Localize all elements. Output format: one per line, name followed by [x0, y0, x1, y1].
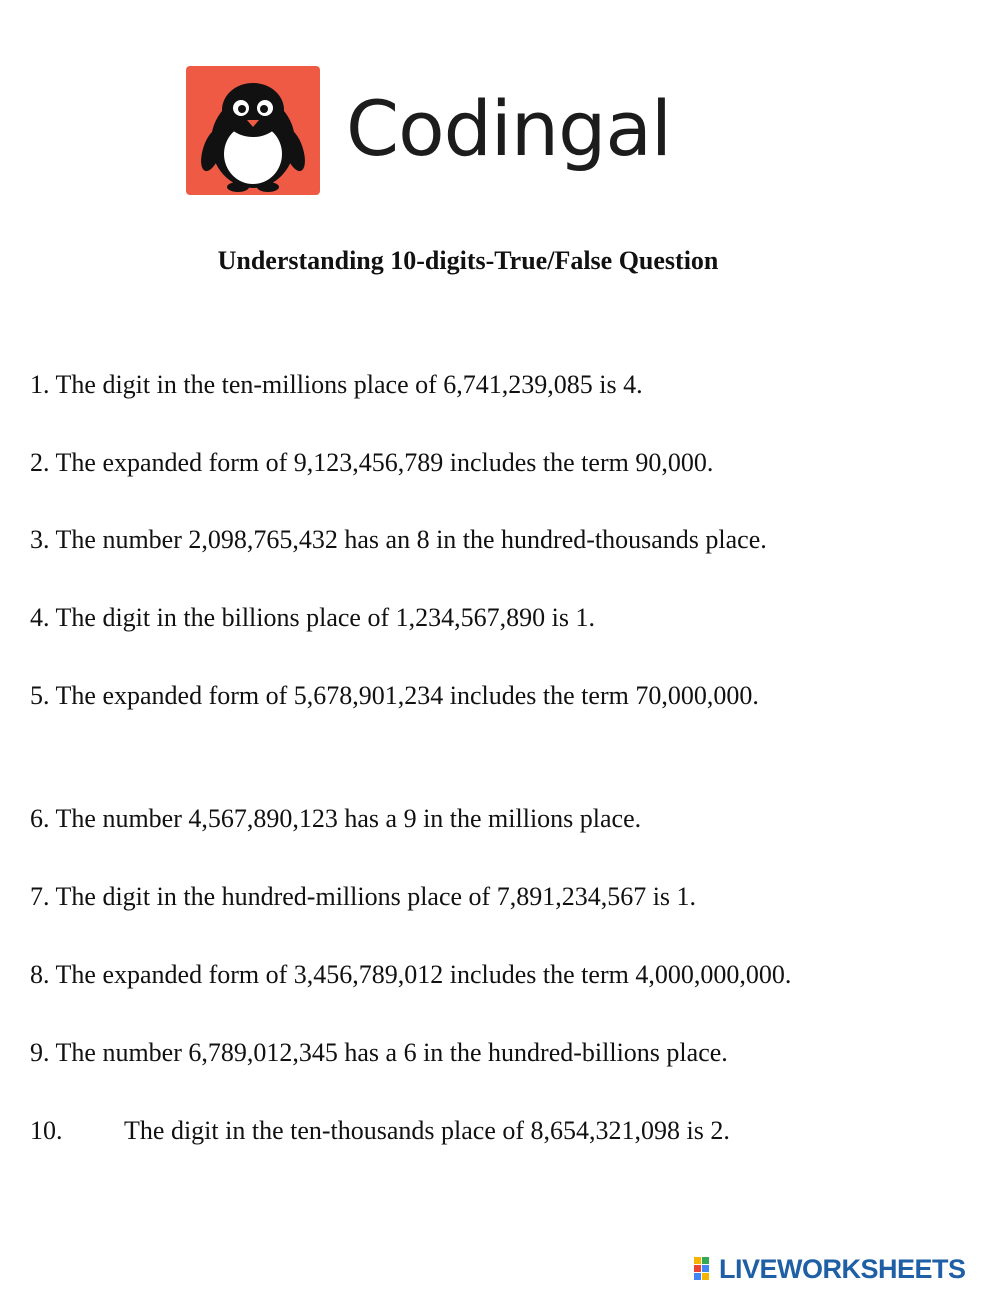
question-number: 7.: [30, 882, 50, 911]
page-title: Understanding 10-digits-True/False Question: [217, 246, 719, 275]
question-item: [30, 802, 641, 836]
question-number: 8.: [30, 960, 50, 989]
question-item: [30, 446, 713, 480]
question-text: The digit in the billions place of 1,234,567,890 is 1.: [55, 603, 595, 632]
question-item: [30, 1114, 730, 1148]
codingal-logo: [186, 66, 706, 196]
penguin-icon: [186, 66, 320, 195]
question-text: The digit in the ten-thousands place of 8,654,321,098 is 2.: [124, 1116, 730, 1145]
question-text: The number 6,789,012,345 has a 6 in the hundred-billions place.: [55, 1038, 728, 1067]
question-item: [30, 523, 767, 557]
question-text: The number 4,567,890,123 has a 9 in the millions place.: [55, 804, 642, 833]
question-number: 4.: [30, 603, 50, 632]
question-item: [30, 880, 696, 914]
question-item: [30, 679, 759, 713]
question-item: [30, 958, 791, 992]
question-number: 1.: [30, 370, 50, 399]
question-text: The expanded form of 5,678,901,234 includes the term 70,000,000.: [55, 681, 759, 710]
question-number: 6.: [30, 804, 50, 833]
logo-wordmark: Codingal: [346, 84, 672, 173]
question-number: 9.: [30, 1038, 50, 1067]
liveworksheets-brand: LIVEWORKSHEETS: [719, 1254, 966, 1284]
question-text: The digit in the hundred-millions place of 7,891,234,567 is 1.: [55, 882, 697, 911]
question-text: The digit in the ten-millions place of 6,741,239,085 is 4.: [55, 370, 643, 399]
liveworksheets-icon: [694, 1257, 718, 1281]
question-number: 3.: [30, 525, 50, 554]
question-item: [30, 601, 595, 635]
liveworksheets-footer: [688, 1252, 988, 1288]
question-number: 5.: [30, 681, 50, 710]
question-number: 2.: [30, 448, 50, 477]
question-text: The number 2,098,765,432 has an 8 in the hundred-thousands place.: [55, 525, 767, 554]
question-item: [30, 368, 643, 402]
question-number: 10.: [30, 1116, 63, 1145]
question-text: The expanded form of 3,456,789,012 includes the term 4,000,000,000.: [55, 960, 792, 989]
question-item: [30, 1036, 728, 1070]
question-text: The expanded form of 9,123,456,789 includes the term 90,000.: [55, 448, 714, 477]
